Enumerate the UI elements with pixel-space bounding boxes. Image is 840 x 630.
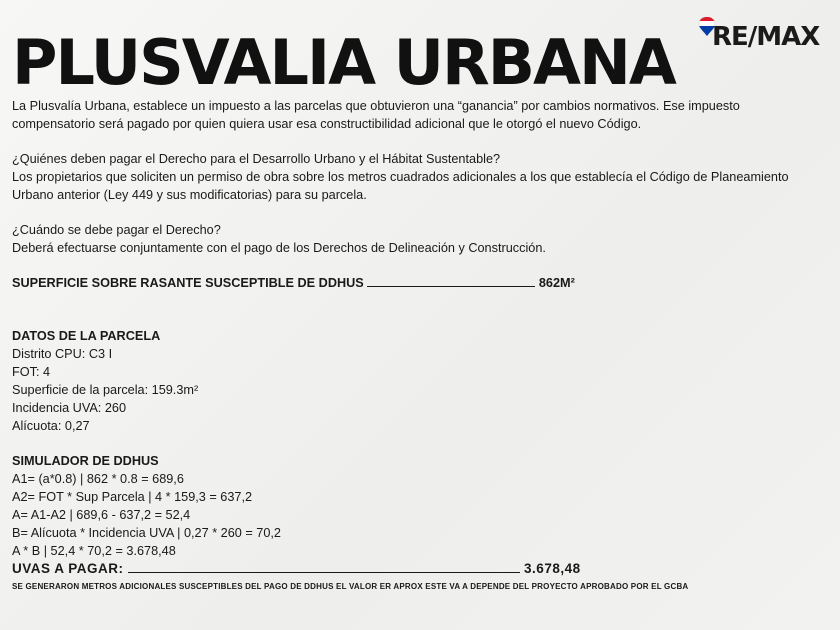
answer-when: Deberá efectuarse conjuntamente con el pago de los Derechos de Delineación y Construcción. bbox=[12, 241, 546, 255]
parcela-item: FOT: 4 bbox=[12, 365, 51, 379]
superficie-label: SUPERFICIE SOBRE RASANTE SUSCEPTIBLE DE DDHUS bbox=[12, 276, 364, 290]
uvas-label: UVAS A PAGAR: bbox=[12, 561, 124, 576]
remax-logo bbox=[698, 16, 830, 56]
document-body bbox=[12, 97, 828, 596]
uvas-row bbox=[12, 560, 828, 578]
superficie-row bbox=[12, 274, 828, 292]
parcela-item: Incidencia UVA: 260 bbox=[12, 401, 127, 415]
simulador-heading: SIMULADOR DE DDHUS bbox=[12, 454, 159, 468]
simulador-item: A * B | 52,4 * 70,2 = 3.678,48 bbox=[12, 544, 176, 558]
question-who: ¿Quiénes deben pagar el Derecho para el Desarrollo Urbano y el Hábitat Sustentable? bbox=[12, 152, 501, 166]
question-when: ¿Cuándo se debe pagar el Derecho? bbox=[12, 223, 221, 237]
parcela-item: Distrito CPU: C3 I bbox=[12, 347, 113, 361]
intro-line-2: compensatorio será pagado por quien quiera usar esa constructibilidad adicional que le otorgó el nuevo Código. bbox=[12, 117, 642, 131]
simulador-item: A1= (a*0.8) | 862 * 0.8 = 689,6 bbox=[12, 472, 184, 486]
answer-who-line-1: Los propietarios que soliciten un permiso de obra sobre los metros cuadrados adicionales a los que establecía el Código de Planeamiento bbox=[12, 170, 789, 184]
simulador-item: B= Alícuota * Incidencia UVA | 0,27 * 260 = 70,2 bbox=[12, 526, 281, 540]
page-title: PLUSVALIA URBANA bbox=[12, 26, 675, 99]
parcela-item: Alícuota: 0,27 bbox=[12, 419, 90, 433]
superficie-blank-line bbox=[367, 275, 535, 287]
intro-line-1: La Plusvalía Urbana, establece un impuesto a las parcelas que obtuvieron una “ganancia” por cambios normativos. Ese impuesto bbox=[12, 99, 740, 113]
uvas-value: 3.678,48 bbox=[524, 561, 581, 576]
parcela-item: Superficie de la parcela: 159.3m² bbox=[12, 383, 199, 397]
superficie-value: 862M² bbox=[538, 276, 575, 290]
parcela-heading: DATOS DE LA PARCELA bbox=[12, 329, 161, 343]
logo-text: RE/MAX bbox=[712, 22, 820, 52]
simulador-item: A2= FOT * Sup Parcela | 4 * 159,3 = 637,2 bbox=[12, 490, 253, 504]
footer-note: SE GENERARON METROS ADICIONALES SUSCEPTIBLES DEL PAGO DE DDHUS EL VALOR ER APROX ESTE VA A DEPENDE DEL PROYECTO APROBADO POR EL GCBA bbox=[12, 582, 689, 591]
answer-who-line-2: Urbano anterior (Ley 449 y sus modificatorias) para su parcela. bbox=[12, 188, 367, 202]
uvas-blank-line bbox=[128, 561, 520, 573]
simulador-item: A= A1-A2 | 689,6 - 637,2 = 52,4 bbox=[12, 508, 191, 522]
